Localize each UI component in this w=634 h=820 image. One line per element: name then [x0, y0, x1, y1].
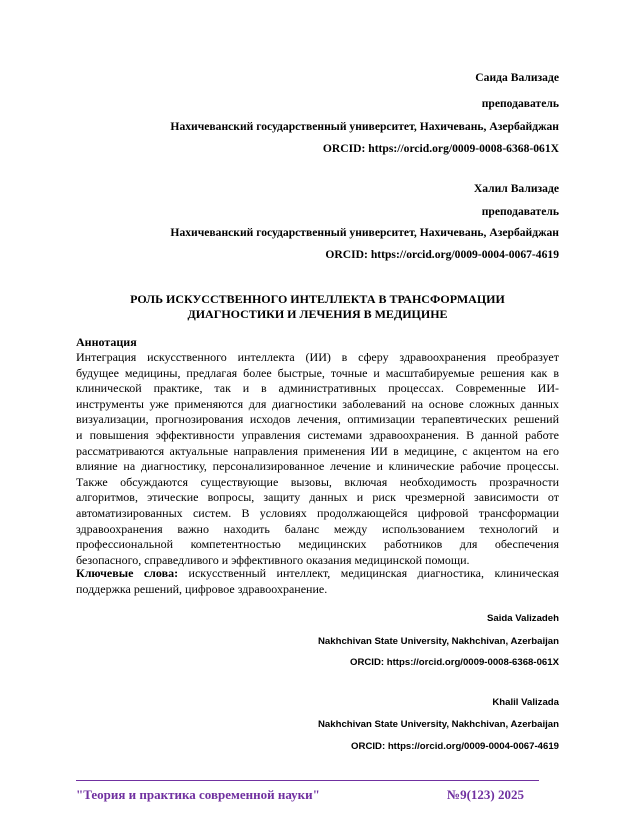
author-1-orcid-ru[interactable]: ORCID: https://orcid.org/0009-0008-6368-061X — [322, 142, 559, 155]
abstract-line: и повышения эффективности управления системами здравоохранения. В данной работе — [76, 427, 559, 442]
abstract-line: безопасного, справедливого и эффективного оказания медицинской помощи. — [76, 552, 470, 567]
abstract-line: алгоритмов, этические вопросы, защиту данных и риск чрезмерной зависимости от — [76, 490, 559, 505]
author-2-affiliation-en: Nakhchivan State University, Nakhchivan, Azerbaijan — [318, 719, 559, 730]
author-2-name-en: Khalil Valizada — [492, 697, 559, 708]
abstract-line: профессиональной компетентностью медицинских работников для обеспечения — [76, 537, 559, 552]
abstract-line: Интеграция искусственного интеллекта (ИИ) в сферу здравоохранения преобразует — [76, 350, 559, 364]
abstract-line: рассматриваются актуальные направления применения ИИ в медицине, с акцентом на его — [76, 443, 559, 458]
title-line-1: РОЛЬ ИСКУССТВЕННОГО ИНТЕЛЛЕКТА В ТРАНСФОРМАЦИИ — [130, 292, 505, 306]
abstract-line: Также обсуждаются существующие вызовы, включая необходимость прозрачности — [76, 474, 559, 489]
abstract-line: инструменты уже применяются для диагностики заболеваний на основе сложных данных — [76, 396, 559, 411]
abstract-line: будущее медицины, предлагая более быстрые, точные и масштабируемые решения как в — [76, 365, 559, 380]
keywords-label: Ключевые слова: — [76, 566, 179, 580]
abstract-line: визуализации, прогнозирования исходов лечения, оптимизации терапевтических решений — [76, 412, 559, 427]
author-1-affiliation-en: Nakhchivan State University, Nakhchivan, Azerbaijan — [318, 636, 559, 647]
author-2-orcid-ru[interactable]: ORCID: https://orcid.org/0009-0004-0067-4619 — [325, 248, 559, 261]
article-title — [76, 292, 559, 322]
author-1-name-ru: Саида Вализаде — [475, 71, 559, 84]
author-1-orcid-en[interactable]: ORCID: https://orcid.org/0009-0008-6368-061X — [349, 657, 559, 668]
author-2-affiliation-ru: Нахичеванский государственный университет, Нахичевань, Азербайджан — [170, 226, 559, 239]
author-1-affiliation-ru: Нахичеванский государственный университет, Нахичевань, Азербайджан — [170, 120, 559, 133]
footer-divider — [76, 780, 539, 781]
author-2-name-ru: Халил Вализаде — [473, 182, 559, 195]
keywords-line-2: поддержка решений, цифровое здравоохранение. — [76, 581, 328, 596]
keywords — [76, 566, 559, 597]
footer-journal-title: "Теория и практика современной науки" — [76, 787, 320, 802]
abstract-line: автоматизированных систем. В условиях продолжающейся цифровой трансформации — [76, 505, 559, 520]
title-line-2: ДИАГНОСТИКИ И ЛЕЧЕНИЯ В МЕДИЦИНЕ — [187, 307, 448, 321]
abstract-heading: Аннотация — [76, 335, 137, 349]
abstract-line: здравоохранения важно находить баланс между использованием технологий и — [76, 521, 559, 536]
keywords-text-1: искусственный интеллект, медицинская диагностика, клиническая — [178, 566, 559, 580]
author-1-name-en: Saida Valizadeh — [487, 613, 559, 624]
abstract-body — [76, 350, 559, 568]
abstract-line: клинической практике, так и в административных процессах. Современные ИИ- — [76, 381, 559, 396]
keywords-line-1 — [76, 566, 559, 582]
footer-issue-number: №9(123) 2025 — [447, 787, 524, 802]
author-1-position-ru: преподаватель — [481, 97, 559, 110]
author-2-orcid-en[interactable]: ORCID: https://orcid.org/0009-0004-0067-4619 — [351, 741, 559, 752]
author-2-position-ru: преподаватель — [481, 205, 559, 218]
abstract-line: влияние на диагностику, персонализированное лечение и клинические рабочие процессы. — [76, 459, 559, 474]
